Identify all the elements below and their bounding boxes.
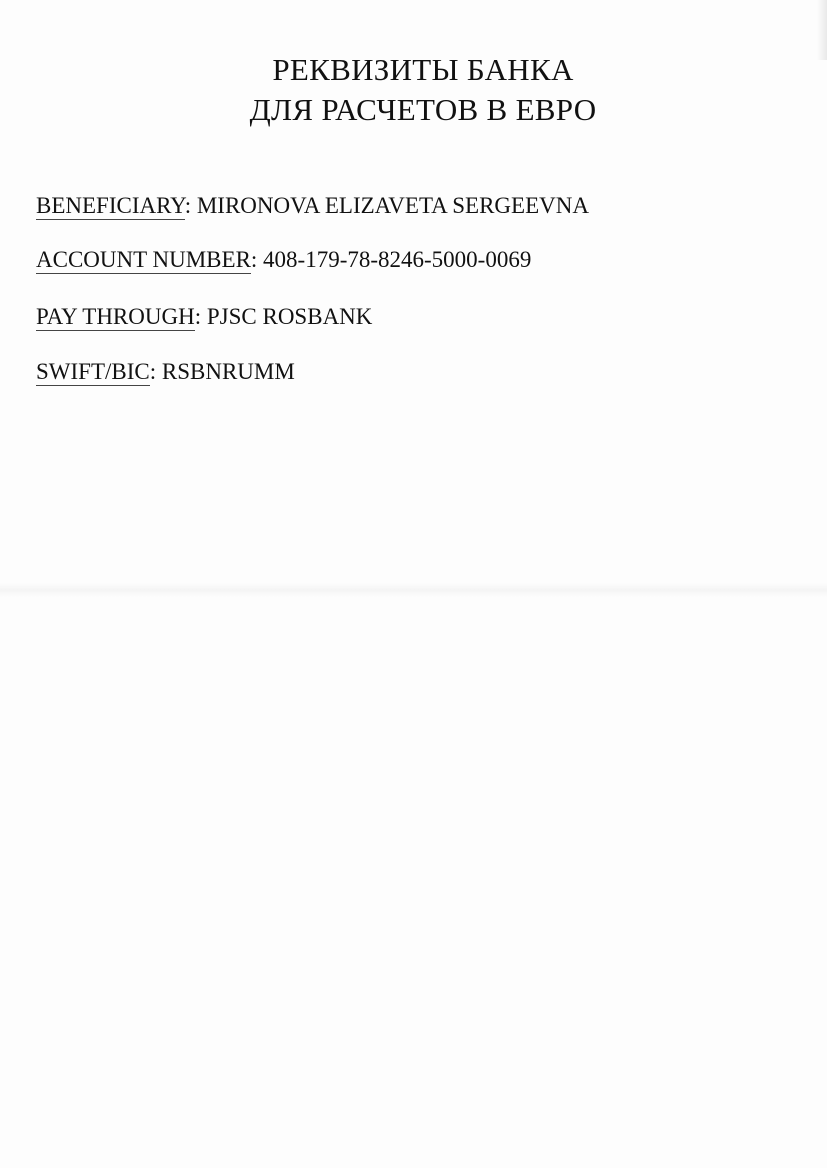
pay-through-value: PJSC ROSBANK xyxy=(206,304,373,329)
pay-through-label: PAY THROUGH xyxy=(36,304,195,329)
beneficiary-row xyxy=(36,193,589,219)
account-number-separator: : xyxy=(250,247,264,272)
pay-through-separator: : xyxy=(194,304,207,329)
title-line-1: РЕКВИЗИТЫ БАНКА xyxy=(272,52,574,87)
swift-bic-separator: : xyxy=(149,359,162,384)
account-number-row xyxy=(36,247,531,273)
beneficiary-label: BENEFICIARY xyxy=(36,193,185,218)
swift-bic-row xyxy=(36,359,295,385)
account-number-value: 408-179-78-8246-5000-0069 xyxy=(263,247,532,272)
title-line-2: ДЛЯ РАСЧЕТОВ В ЕВРО xyxy=(249,92,597,127)
beneficiary-value: MIRONOVA ELIZAVETA SERGEEVNA xyxy=(196,193,589,218)
swift-bic-value: RSBNRUMM xyxy=(161,359,295,384)
paper-fold-line xyxy=(0,583,827,597)
pay-through-row xyxy=(36,304,372,330)
document-title xyxy=(0,50,827,130)
beneficiary-separator: : xyxy=(184,193,197,218)
account-number-label: ACCOUNT NUMBER xyxy=(36,247,251,272)
swift-bic-label: SWIFT/BIC xyxy=(36,359,150,384)
